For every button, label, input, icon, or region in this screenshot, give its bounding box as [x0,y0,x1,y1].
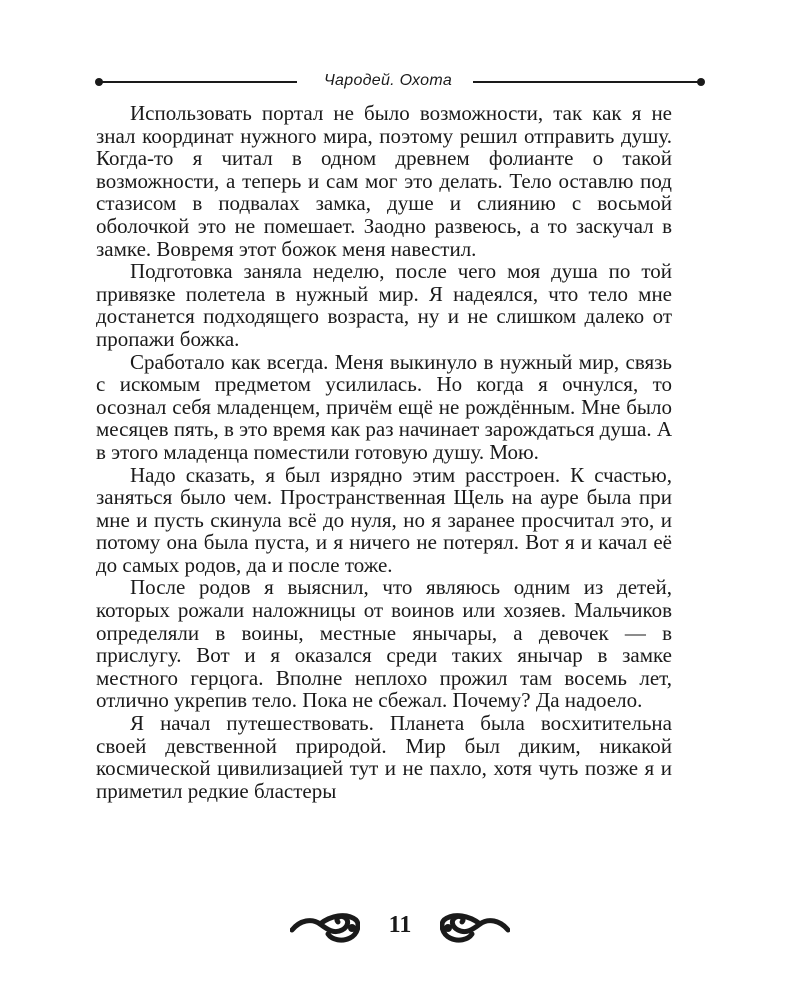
ornament-right-icon [440,910,510,944]
paragraph-6: Я начал путешествовать. Планета была восхитительна своей девственной природой. Мир был диким, никакой космической цивилизацией тут и не пахло, хотя чуть позже я и приметил редкие бластеры [96,711,672,803]
paragraph-1: Использовать портал не было возможности, так как я не знал координат нужного мира, поэтому решил отправить душу. Когда-то я читал в одном древнем фолианте о такой возможности, а теперь и сам мог это делать. Тело оставлю под стазисом в подвалах замка, душе и слиянию с восьмой оболочкой это не помешает. Заодно развеюсь, а то заскучал в замке. Вовремя этот божок меня навестил. [96,101,672,261]
ornament-left-icon [290,910,360,944]
paragraph-5: После родов я выяснил, что являюсь одним из детей, которых рожали наложницы от воинов или хозяев. Мальчиков определяли в воины, местные янычары, а девочек — в прислугу. Вот и я оказался среди таких янычар в замке местного герцога. Вполне неплохо прожил там восемь лет, отлично укрепив тело. Пока не сбежал. Почему? Да надоело. [96,575,672,713]
header-rule-left [101,81,297,83]
running-header [95,70,705,94]
header-rule-right [473,81,699,83]
page-number: 11 [388,912,412,938]
page-footer [290,908,510,948]
header-dot-right [697,78,705,86]
running-title: Чародей. Охота [323,72,453,89]
paragraph-2: Подготовка заняла неделю, после чего моя душа по той привязке полетела в нужный мир. Я надеялся, что тело мне достанется подходящего возраста, ну и не слишком далеко от пропажи божка. [96,259,672,351]
paragraph-3: Сработало как всегда. Меня выкинуло в нужный мир, связь с искомым предметом усилилась. Но когда я очнулся, то осознал себя младенцем, причём ещё не рождённым. Мне было месяцев пять, в это время как раз начинает зарождаться душа. А в этого младенца поместили готовую душу. Мою. [96,349,672,464]
body-text [96,102,672,802]
paragraph-4: Надо сказать, я был изрядно этим расстроен. К счастью, заняться было чем. Пространственная Щель на ауре была при мне и пусть скинула всё до нуля, но я заранее просчитал это, и потому она была пуста, и я ничего не потерял. Вот я и качал её до самых родов, да и после тоже. [96,462,672,577]
